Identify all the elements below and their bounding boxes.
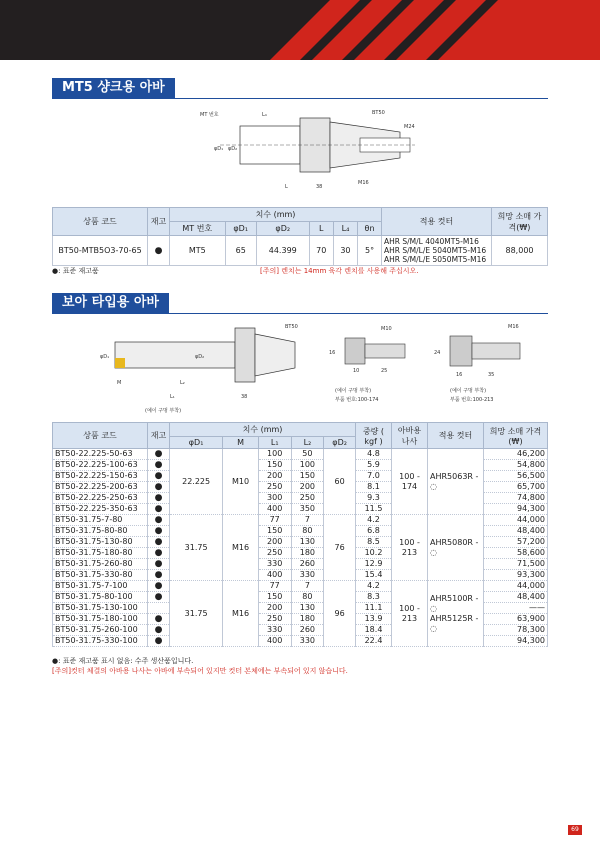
svg-text:M16: M16 <box>358 180 369 186</box>
table-row: BT50-31.75-7-80 ● 31.75 M16 77 7 76 4.2 100 - 213 AHR5080R - ◌ 44,000 <box>53 515 548 526</box>
svg-text:10: 10 <box>353 368 360 374</box>
page-number: 69 <box>568 825 582 835</box>
table-row: BT50-31.75-130-80 ● 200 130 8.5 57,200 <box>53 537 548 548</box>
svg-text:BT50: BT50 <box>372 110 385 116</box>
table-row: BT50-22.225-50-63 ● 22.225 M10 100 50 60 4.8 100 - 174 AHR5063R - ◌ 46,200 <box>53 449 548 460</box>
svg-text:L₄: L₄ <box>262 112 267 118</box>
svg-text:L₂: L₂ <box>180 380 185 386</box>
stock-legend: ●: 표준 재고품 <box>52 267 99 275</box>
svg-text:25: 25 <box>381 368 388 374</box>
svg-text:(예이 구멍 부착): (예이 구멍 부착) <box>335 388 372 394</box>
svg-text:16: 16 <box>329 350 336 356</box>
bolt-m10-diagram <box>325 320 420 405</box>
mt5-diagram <box>200 108 430 198</box>
svg-text:φD₂: φD₂ <box>228 146 238 152</box>
svg-text:부품 번호:100-213: 부품 번호:100-213 <box>450 397 494 403</box>
svg-text:16: 16 <box>456 372 463 378</box>
table-row: BT50-31.75-330-80 ● 400 330 15.4 93,300 <box>53 570 548 581</box>
table-row: BT50-31.75-80-80 ● 150 80 6.8 48,400 <box>53 526 548 537</box>
svg-text:M24: M24 <box>404 124 415 130</box>
caution-note: [주의] 렌치는 14mm 육각 렌치를 사용해 주십시오. <box>260 267 419 275</box>
table-row: BT50-22.225-250-63 ● 300 250 9.3 74,800 <box>53 493 548 504</box>
svg-text:φD₁: φD₁ <box>100 354 110 360</box>
svg-text:MT 번호: MT 번호 <box>200 112 219 118</box>
svg-text:BT50: BT50 <box>285 324 298 330</box>
table-row: BT50-31.75-180-100 ● 250 180 13.9 63,900 <box>53 614 548 625</box>
svg-text:M10: M10 <box>381 326 392 332</box>
table-row: BT50-31.75-260-80 ● 330 260 12.9 71,500 <box>53 559 548 570</box>
svg-text:M16: M16 <box>508 324 519 330</box>
svg-text:(예이 구멍 부착): (예이 구멍 부착) <box>450 388 487 394</box>
svg-text:L₁: L₁ <box>170 394 175 400</box>
section2-title: 보아 타입용 아바 <box>52 293 169 313</box>
table-row: BT50-31.75-180-80 ● 250 180 10.2 58,600 <box>53 548 548 559</box>
svg-text:38: 38 <box>241 394 248 400</box>
table-row: BT50-31.75-330-100 ● 400 330 22.4 94,300 <box>53 636 548 647</box>
section1-title: MT5 샹크용 아바 <box>52 78 175 98</box>
bore-arbor-diagram <box>95 320 315 415</box>
bore-arbor-table: 상품 코드 재고 치수 (mm) 중량 ( kgf ) 아바용 나사 적용 컷터 희망 소매 가격(₩) φD₁ M L₁ L₂ φD₂ BT50-22.225-50-63 ● 22.225 M10 100 50 60 4.8 100 - 174 AHR5063R - ◌ 46,200 BT50-22.225-100-63 ● 150 100 5.9 54,800 BT50-22.225-150-63 ● 200 150 7.0 56,500 BT50-22.225-200-63 ● 250 200 8.1 65,700 BT50-22.225-250-63 ● 300 250 9.3 74,800 BT50-22.225-350-63 ● 400 350 11.5 94,300 BT50-31.75-7-80 ● 31.75 M16 77 7 76 4.2 100 - 213 AHR5080R - ◌ 44,000 BT50-31.75-80-80 ● 150 80 6.8 48,400 BT50-31.75-130-80 ● 200 130 8.5 57,200 BT50-31.75-180-80 ● 250 180 10.2 58,600 BT50-31.75-260-80 ● 330 260 12.9 71,500 BT50-31.75-330-80 ● 400 330 15.4 93,300 BT50-31.75-7-100 ● 31.75 M16 77 7 96 4.2 100 - 213 AHR5100R - ◌ AHR5125R - ◌ 44,000 BT50-31.75-80-100 ● 150 80 8.3 48,400 BT50-31.75-130-100 200 130 11.1 —— BT50-31.75-180-100 ● 250 180 13.9 63,900 BT50-31.75-260-100 ● 330 260 18.4 78,300 BT50-31.75-330-100 ● 400 330 22.4 94,300 <box>52 422 548 647</box>
svg-text:38: 38 <box>316 184 323 190</box>
table-row: BT50-31.75-80-100 ● 150 80 8.3 48,400 <box>53 592 548 603</box>
table-row: BT50-31.75-260-100 ● 330 260 18.4 78,300 <box>53 625 548 636</box>
mt5-table: 상품 코드 재고 치수 (mm) 적용 컷터 희망 소매 가격(₩) MT 번호 φD₁ φD₂ L L₄ θn BT50-MTB5O3-70-65 ● MT5 65 44.399 70 30 5° AHR S/M/L 4040MT5-M16 AHR S/M/L/E 5040MT5-M16 AHR S/M/L/E 5050MT5-M16 88,000 <box>52 207 548 266</box>
table-row: BT50-31.75-130-100 200 130 11.1 —— <box>53 603 548 614</box>
table-row: BT50-22.225-200-63 ● 250 200 8.1 65,700 <box>53 482 548 493</box>
svg-text:부품 번호:100-174: 부품 번호:100-174 <box>335 397 379 403</box>
table-row: BT50-22.225-100-63 ● 150 100 5.9 54,800 <box>53 460 548 471</box>
svg-text:L: L <box>285 184 288 190</box>
bolt-m16-diagram <box>430 320 530 405</box>
caution-note-2: [주의]컷터 체결의 아바용 나사는 아바에 부속되어 있지만 컷터 본체에는 부속되어 있지 않습니다. <box>52 667 348 675</box>
svg-text:24: 24 <box>434 350 441 356</box>
svg-text:M: M <box>117 380 122 386</box>
svg-text:φD₂: φD₂ <box>195 354 205 360</box>
svg-text:35: 35 <box>488 372 495 378</box>
table-row: BT50-22.225-150-63 ● 200 150 7.0 56,500 <box>53 471 548 482</box>
top-banner <box>0 0 600 60</box>
stock-legend-2: ●: 표준 재고품 표시 없음: 수주 생산품입니다. <box>52 657 194 665</box>
table-row: BT50-22.225-350-63 ● 400 350 11.5 94,300 <box>53 504 548 515</box>
table-row: BT50-MTB5O3-70-65 ● MT5 65 44.399 70 30 5° AHR S/M/L 4040MT5-M16 AHR S/M/L/E 5040MT5-M16 AHR S/M/L/E 5050MT5-M16 88,000 <box>53 236 548 266</box>
table-row: BT50-31.75-7-100 ● 31.75 M16 77 7 96 4.2 100 - 213 AHR5100R - ◌ AHR5125R - ◌ 44,000 <box>53 581 548 592</box>
svg-text:φD₁: φD₁ <box>214 146 224 152</box>
svg-text:(예이 구멍 부착): (예이 구멍 부착) <box>145 408 182 414</box>
